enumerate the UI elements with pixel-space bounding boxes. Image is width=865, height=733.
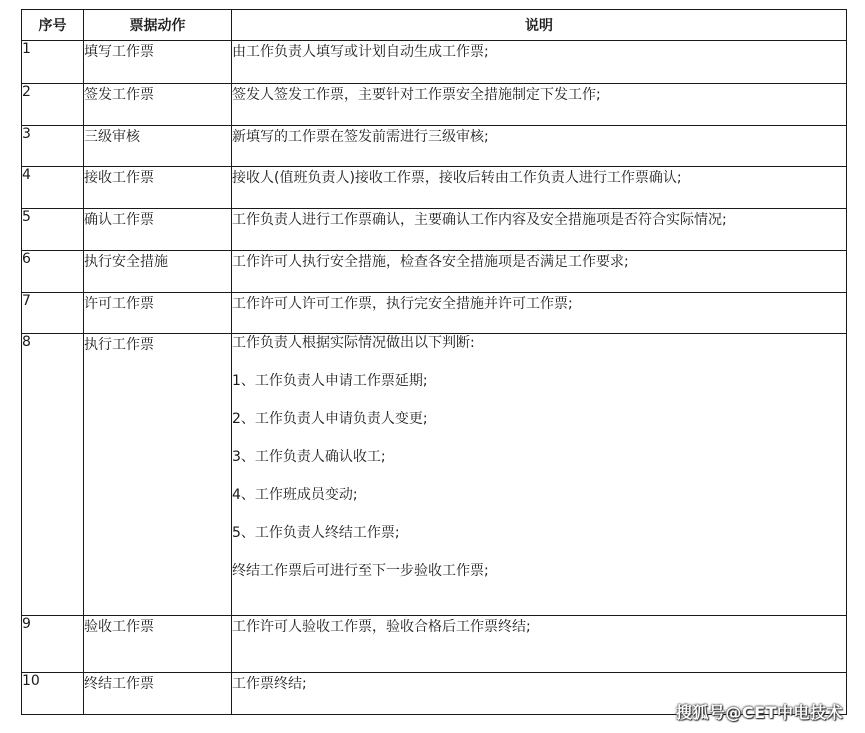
description-line: 3、工作负责人确认收工; [232, 449, 386, 465]
cell-seq: 9 [22, 616, 84, 673]
cell-seq: 7 [22, 293, 84, 334]
cell-action: 执行工作票 [84, 334, 232, 616]
cell-description: 工作负责人进行工作票确认，主要确认工作内容及安全措施项是否符合实际情况; [232, 209, 847, 251]
description-line: 4、工作班成员变动; [232, 487, 358, 503]
description-line: 5、工作负责人终结工作票; [232, 525, 400, 541]
cell-description: 工作票终结; [232, 673, 847, 715]
table-row [22, 84, 847, 126]
header-description: 说明 [232, 10, 847, 41]
table-row [22, 251, 847, 293]
cell-seq: 3 [22, 126, 84, 167]
header-seq: 序号 [22, 10, 84, 41]
work-ticket-table [21, 9, 847, 715]
table-row [22, 616, 847, 673]
cell-description [232, 334, 847, 616]
cell-description: 新填写的工作票在签发前需进行三级审核; [232, 126, 847, 167]
cell-seq: 10 [22, 673, 84, 715]
cell-description: 工作许可人许可工作票，执行完安全措施并许可工作票; [232, 293, 847, 334]
cell-action: 三级审核 [84, 126, 232, 167]
cell-seq: 8 [22, 334, 84, 616]
description-line: 工作负责人根据实际情况做出以下判断: [232, 335, 475, 351]
cell-description: 由工作负责人填写或计划自动生成工作票; [232, 41, 847, 84]
table-header-row [22, 10, 847, 41]
header-action: 票据动作 [84, 10, 232, 41]
cell-action: 验收工作票 [84, 616, 232, 673]
description-line: 1、工作负责人申请工作票延期; [232, 373, 428, 389]
cell-action: 确认工作票 [84, 209, 232, 251]
cell-action: 许可工作票 [84, 293, 232, 334]
table-row [22, 334, 847, 616]
cell-description: 签发人签发工作票，主要针对工作票安全措施制定下发工作; [232, 84, 847, 126]
cell-seq: 6 [22, 251, 84, 293]
cell-seq: 1 [22, 41, 84, 84]
cell-seq: 5 [22, 209, 84, 251]
description-line: 终结工作票后可进行至下一步验收工作票; [232, 563, 489, 579]
table-row [22, 293, 847, 334]
cell-description: 工作许可人验收工作票，验收合格后工作票终结; [232, 616, 847, 673]
cell-seq: 4 [22, 167, 84, 209]
cell-description: 接收人(值班负责人)接收工作票，接收后转由工作负责人进行工作票确认; [232, 167, 847, 209]
cell-action: 执行安全措施 [84, 251, 232, 293]
cell-action: 终结工作票 [84, 673, 232, 715]
table-row [22, 41, 847, 84]
cell-action: 签发工作票 [84, 84, 232, 126]
table-row [22, 209, 847, 251]
cell-action: 填写工作票 [84, 41, 232, 84]
watermark: 搜狐号@CET中电技术 [675, 703, 843, 722]
table-row [22, 167, 847, 209]
cell-action: 接收工作票 [84, 167, 232, 209]
table-row [22, 126, 847, 167]
cell-description: 工作许可人执行安全措施，检查各安全措施项是否满足工作要求; [232, 251, 847, 293]
description-line: 2、工作负责人申请负责人变更; [232, 411, 428, 427]
cell-seq: 2 [22, 84, 84, 126]
